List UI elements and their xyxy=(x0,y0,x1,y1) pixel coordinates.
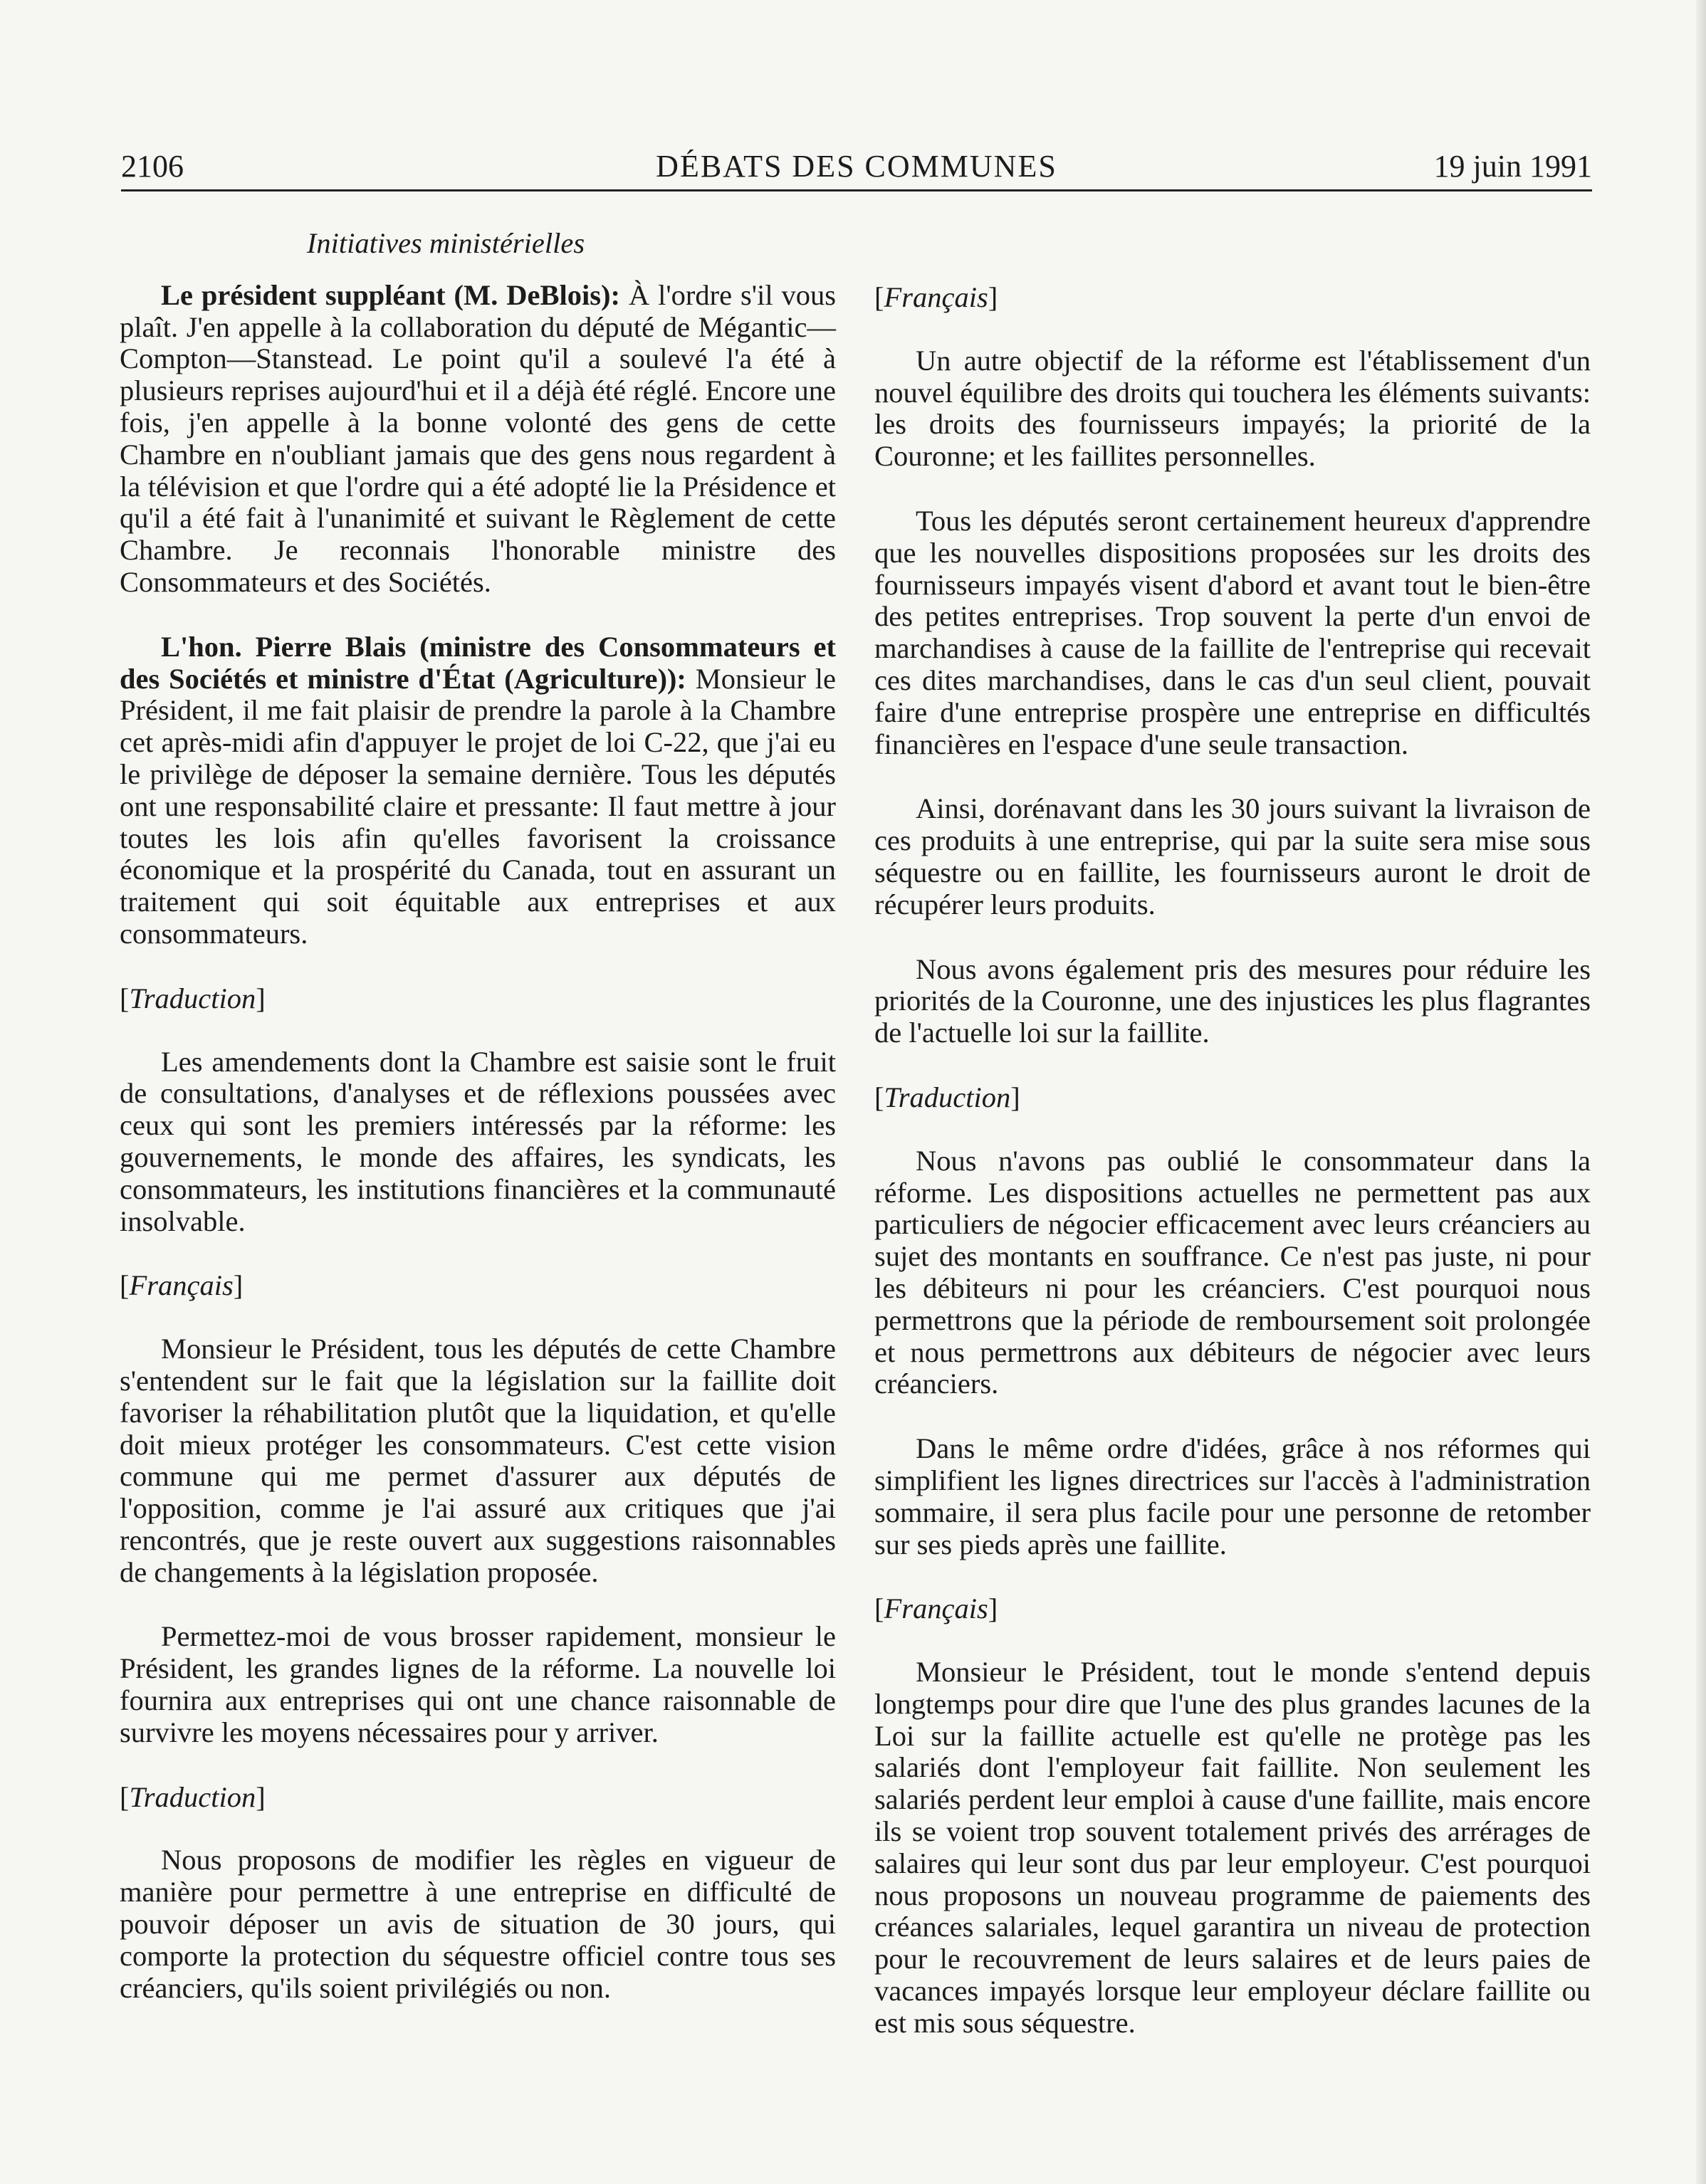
paragraph: Ainsi, dorénavant dans les 30 jours suivant la livraison de ces produits à une entreprise, qui par la suite sera mise sous séquestre ou en faillite, les fournisseurs auront le droit de récupérer leurs produits. xyxy=(874,792,1591,920)
paragraph: Un autre objectif de la réforme est l'établissement d'un nouvel équilibre des droits qui touchera les éléments suivants: les droits des fournisseurs impayés; la priorité de la Couronne; et les faillites personnelles. xyxy=(874,344,1591,473)
paragraph: Tous les députés seront certainement heureux d'apprendre que les nouvelles dispositions proposées sur les droits des fournisseurs impayés visent d'abord et avant tout le bien-être des petites entreprises. Trop souvent la perte d'un envoi de marchandises à cause de la faillite de l'entreprise qui recevait ces dites marchandises, dans le cas d'un seul client, pouvait faire d'une entreprise prospère une entreprise en difficultés financières en l'espace d'une seule transaction. xyxy=(874,504,1591,760)
paragraph: L'hon. Pierre Blais (ministre des Consommateurs et des Sociétés et ministre d'État (Agriculture)): Monsieur le Président, il me fait plaisir de prendre la parole à la Chambre cet après-midi afin d'appuyer le projet de loi C-22, que j'ai eu le privilège de déposer la semaine dernière. Tous les députés ont une responsabilité claire et pressante: Il faut mettre à jour toutes les lois afin qu'elles favorisent la croissance économique et la prospérité du Canada, tout en assurant un traitement qui soit équitable aux entreprises et aux consommateurs. xyxy=(120,630,837,950)
paragraph: Dans le même ordre d'idées, grâce à nos réformes qui simplifient les lignes directrices sur l'accès à l'administration sommaire, il sera plus facile pour une personne de retomber sur ses pieds après une faillite. xyxy=(874,1432,1591,1560)
paragraph: Le président suppléant (M. DeBlois): À l'ordre s'il vous plaît. J'en appelle à la collaboration du député de Mégantic—Compton—Stanstead. Le point qu'il a soulevé l'a été à plusieurs reprises aujourd'hui et il a déjà été réglé. Encore une fois, j'en appelle à la bonne volonté des gens de cette Chambre en n'oubliant jamais que des gens nous regardent à la télévision et que l'ordre qui a été adopté lie la Présidence et qu'il a été fait à l'unanimité et suivant le Règlement de cette Chambre. Je reconnais l'honorable ministre des Consommateurs et des Sociétés. xyxy=(120,278,836,598)
speaker-name: Le président suppléant (M. DeBlois): xyxy=(161,278,621,311)
paragraph: Les amendements dont la Chambre est saisie sont le fruit de consultations, d'analyses et de réflexions poussées avec ceux qui sont les premiers intéressés par la réforme: les gouvernements, le monde des affaires, les syndicats, les consommateurs, les institutions financières et la communauté insolvable. xyxy=(120,1045,836,1237)
section-title: Initiatives ministérielles xyxy=(306,227,585,259)
page-header xyxy=(121,141,1592,191)
language-marker: [Traduction] xyxy=(874,1081,1020,1113)
publication-title: DÉBATS DES COMMUNES xyxy=(656,149,1057,184)
speaker-name: L'hon. Pierre Blais (ministre des Consommateurs et des Sociétés et ministre d'État (Agriculture)): xyxy=(120,630,836,695)
language-marker: [Traduction] xyxy=(120,982,266,1014)
language-marker: [Français] xyxy=(874,1592,998,1625)
language-marker: [Français] xyxy=(120,1269,244,1302)
right-column xyxy=(874,214,1591,2039)
paragraph: Monsieur le Président, tous les députés de cette Chambre s'entendent sur le fait que la législation sur la faillite doit favoriser la réhabilitation plutôt que la liquidation, et qu'elle doit mieux protéger les consommateurs. C'est cette vision commune qui me permet d'assurer aux députés de l'opposition, comme je l'ai assuré aux critiques que j'ai rencontrés, que je reste ouvert aux suggestions raisonnables de changements à la législation proposée. xyxy=(120,1333,836,1588)
paragraph: Nous proposons de modifier les règles en vigueur de manière pour permettre à une entreprise en difficulté de pouvoir déposer un avis de situation de 30 jours, qui comporte la protection du séquestre officiel contre tous ses créanciers, qu'ils soient privilégiés ou non. xyxy=(120,1844,836,2004)
paragraph: Nous n'avons pas oublié le consommateur dans la réforme. Les dispositions actuelles ne permettent pas aux particuliers de négocier efficacement avec leurs créanciers au sujet des montants en souffrance. Ce n'est pas juste, ni pour les débiteurs ni pour les créanciers. C'est pourquoi nous permettrons que la période de remboursement soit prolongée et nous permettrons aux débiteurs de négocier avec leurs créanciers. xyxy=(874,1144,1591,1400)
language-marker: [Français] xyxy=(874,281,998,313)
paragraph: Nous avons également pris des mesures pour réduire les priorités de la Couronne, une des injustices les plus flagrantes de l'actuelle loi sur la faillite. xyxy=(874,952,1591,1049)
paragraph: Permettez-moi de vous brosser rapidement, monsieur le Président, les grandes lignes de la réforme. La nouvelle loi fournira aux entreprises qui ont une chance raisonnable de survivre les moyens nécessaires pour y arriver. xyxy=(120,1620,836,1748)
page-edge-shadow xyxy=(1696,0,1706,2184)
publication-date: 19 juin 1991 xyxy=(1433,149,1592,184)
paragraph: Monsieur le Président, tout le monde s'entend depuis longtemps pour dire que l'une des plus grandes lacunes de la Loi sur la faillite actuelle est qu'elle ne protège pas les salariés dont l'employeur fait faillite. Non seulement les salariés perdent leur emploi à cause d'une faillite, mais encore ils se voient trop souvent totalement privés des arrérages de salaires qui leur sont dus par leur employeur. C'est pourquoi nous proposons un nouveau programme de paiements des créances salariales, lequel garantira un niveau de protection pour le recouvrement de leurs salaires et de leurs paies de vacances impayés lorsque leur employeur déclare faillite ou est mis sous séquestre. xyxy=(874,1656,1591,2039)
page-number: 2106 xyxy=(121,149,184,184)
language-marker: [Traduction] xyxy=(120,1780,266,1813)
left-column xyxy=(120,214,836,2004)
